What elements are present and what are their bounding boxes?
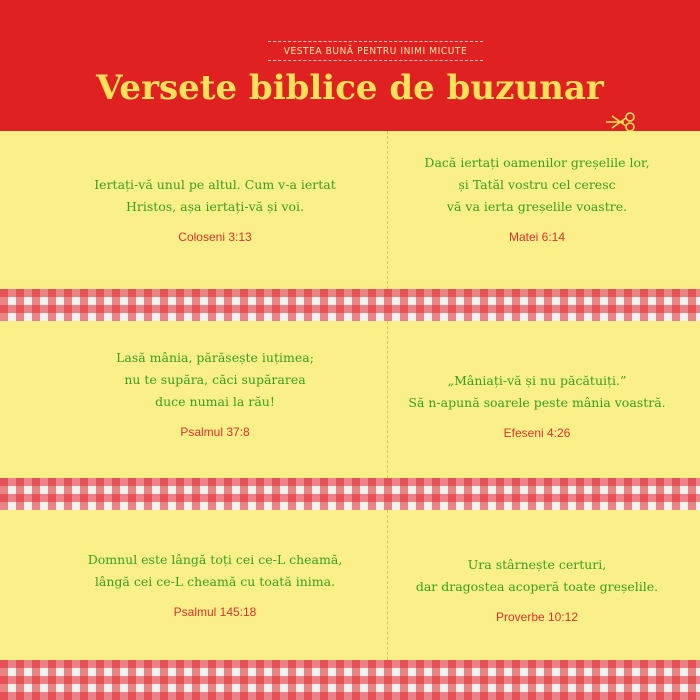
verse-text: „Mâniați-vă și nu păcătuiți.” Să n-apună soarele peste mânia voastră. (408, 373, 666, 410)
verse-card (384, 152, 690, 244)
page-title: Versete biblice de buzunar (96, 68, 604, 108)
verse-card (384, 370, 690, 440)
verse-card (62, 549, 368, 619)
verse-reference: Psalmul 145:18 (173, 605, 257, 619)
verse-text: Ura stârnește certuri, dar dragostea acoperă toate greșelile. (415, 557, 659, 594)
verse-reference: Matei 6:14 (508, 230, 566, 244)
header-banner (0, 0, 700, 131)
verse-text: Dacă iertați oamenilor greșelile lor, și Tatăl vostru cel ceresc vă va ierta greșelile voastre. (424, 155, 650, 214)
verse-card (384, 554, 690, 624)
gingham-band (0, 289, 700, 321)
tagline: VESTEA BUNĂ PENTRU INIMI MICUTE (283, 45, 468, 57)
verse-text: Lasă mânia, părăsește iuțimea; nu te supăra, căci supărarea duce numai la rău! (116, 350, 314, 409)
verse-reference: Efeseni 4:26 (503, 426, 571, 440)
verse-card (62, 347, 368, 439)
scissors-icon (604, 112, 638, 132)
verse-card (62, 174, 368, 244)
verse-text: Iertați-vă unul pe altul. Cum v-a iertat Hristos, așa iertați-vă și voi. (94, 177, 336, 214)
verse-reference: Coloseni 3:13 (178, 230, 252, 244)
gingham-band (0, 478, 700, 510)
gingham-band (0, 660, 700, 700)
verse-reference: Proverbe 10:12 (495, 610, 579, 624)
verse-reference: Psalmul 37:8 (180, 425, 250, 439)
tagline-ribbon (268, 41, 483, 61)
verse-text: Domnul este lângă toți cei ce-L cheamă, lângă cei ce-L cheamă cu toată inima. (87, 552, 343, 589)
